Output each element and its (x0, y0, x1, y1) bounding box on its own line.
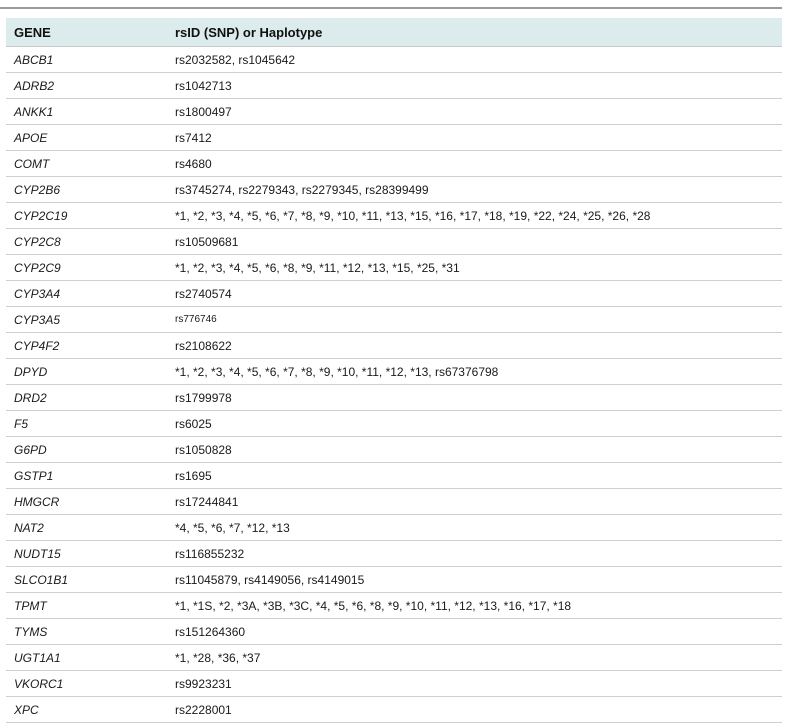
table-row (6, 177, 782, 203)
snp-cell: *1, *2, *3, *4, *5, *6, *7, *8, *9, *10, *11, *12, *13, rs67376798 (167, 359, 782, 385)
table-row (6, 47, 782, 73)
table-row (6, 203, 782, 229)
gene-cell: TYMS (6, 619, 167, 645)
gene-cell: ANKK1 (6, 99, 167, 125)
snp-cell: *1, *1S, *2, *3A, *3B, *3C, *4, *5, *6, *8, *9, *10, *11, *12, *13, *16, *17, *18 (167, 593, 782, 619)
header-gene: GENE (6, 18, 167, 47)
gene-cell: NAT2 (6, 515, 167, 541)
table-row (6, 229, 782, 255)
gene-cell: CYP3A5 (6, 307, 167, 333)
table-row (6, 671, 782, 697)
snp-cell: rs4680 (167, 151, 782, 177)
table-header (6, 18, 782, 47)
gene-cell: XPC (6, 697, 167, 723)
table-row (6, 255, 782, 281)
gene-cell: CYP2C8 (6, 229, 167, 255)
gene-cell: DPYD (6, 359, 167, 385)
gene-cell: ADRB2 (6, 73, 167, 99)
gene-cell: GSTP1 (6, 463, 167, 489)
table-body (6, 47, 782, 723)
gene-cell: HMGCR (6, 489, 167, 515)
snp-cell: rs1800497 (167, 99, 782, 125)
table-row (6, 73, 782, 99)
header-row (6, 18, 782, 47)
gene-cell: APOE (6, 125, 167, 151)
gene-cell: CYP2C9 (6, 255, 167, 281)
snp-cell: rs1695 (167, 463, 782, 489)
gene-cell: VKORC1 (6, 671, 167, 697)
snp-cell: rs2228001 (167, 697, 782, 723)
table-row (6, 359, 782, 385)
gene-cell: CYP4F2 (6, 333, 167, 359)
snp-cell: rs11045879, rs4149056, rs4149015 (167, 567, 782, 593)
header-snp: rsID (SNP) or Haplotype (167, 18, 782, 47)
snp-cell: rs2032582, rs1045642 (167, 47, 782, 73)
gene-cell: NUDT15 (6, 541, 167, 567)
gene-cell: ABCB1 (6, 47, 167, 73)
gene-cell: TPMT (6, 593, 167, 619)
table-row (6, 697, 782, 723)
snp-cell: rs7412 (167, 125, 782, 151)
gene-cell: G6PD (6, 437, 167, 463)
gene-cell: COMT (6, 151, 167, 177)
top-divider (0, 7, 782, 9)
gene-cell: CYP3A4 (6, 281, 167, 307)
table-row (6, 385, 782, 411)
snp-cell: rs6025 (167, 411, 782, 437)
table-row (6, 593, 782, 619)
table-row (6, 515, 782, 541)
snp-cell: *1, *28, *36, *37 (167, 645, 782, 671)
table-row (6, 567, 782, 593)
snp-cell: rs9923231 (167, 671, 782, 697)
table-row (6, 151, 782, 177)
table-row (6, 489, 782, 515)
table-row (6, 463, 782, 489)
table-row (6, 645, 782, 671)
table-row (6, 281, 782, 307)
gene-snp-table (6, 18, 782, 723)
gene-cell: F5 (6, 411, 167, 437)
table-row (6, 125, 782, 151)
table-row (6, 307, 782, 333)
table-row (6, 411, 782, 437)
snp-cell: rs116855232 (167, 541, 782, 567)
table-row (6, 99, 782, 125)
gene-cell: DRD2 (6, 385, 167, 411)
snp-cell: *4, *5, *6, *7, *12, *13 (167, 515, 782, 541)
snp-cell: *1, *2, *3, *4, *5, *6, *7, *8, *9, *10, *11, *13, *15, *16, *17, *18, *19, *22, *24, *25, *26, *28 (167, 203, 782, 229)
snp-cell: rs10509681 (167, 229, 782, 255)
snp-cell: rs2108622 (167, 333, 782, 359)
snp-cell: rs1050828 (167, 437, 782, 463)
snp-cell: rs151264360 (167, 619, 782, 645)
table-row (6, 437, 782, 463)
gene-cell: CYP2C19 (6, 203, 167, 229)
snp-cell: rs776746 (167, 307, 782, 333)
snp-cell: *1, *2, *3, *4, *5, *6, *8, *9, *11, *12, *13, *15, *25, *31 (167, 255, 782, 281)
table-row (6, 619, 782, 645)
gene-cell: CYP2B6 (6, 177, 167, 203)
snp-cell: rs1799978 (167, 385, 782, 411)
table-row (6, 333, 782, 359)
table-row (6, 541, 782, 567)
snp-cell: rs2740574 (167, 281, 782, 307)
snp-cell: rs17244841 (167, 489, 782, 515)
gene-cell: SLCO1B1 (6, 567, 167, 593)
gene-cell: UGT1A1 (6, 645, 167, 671)
snp-cell: rs1042713 (167, 73, 782, 99)
snp-cell: rs3745274, rs2279343, rs2279345, rs28399499 (167, 177, 782, 203)
